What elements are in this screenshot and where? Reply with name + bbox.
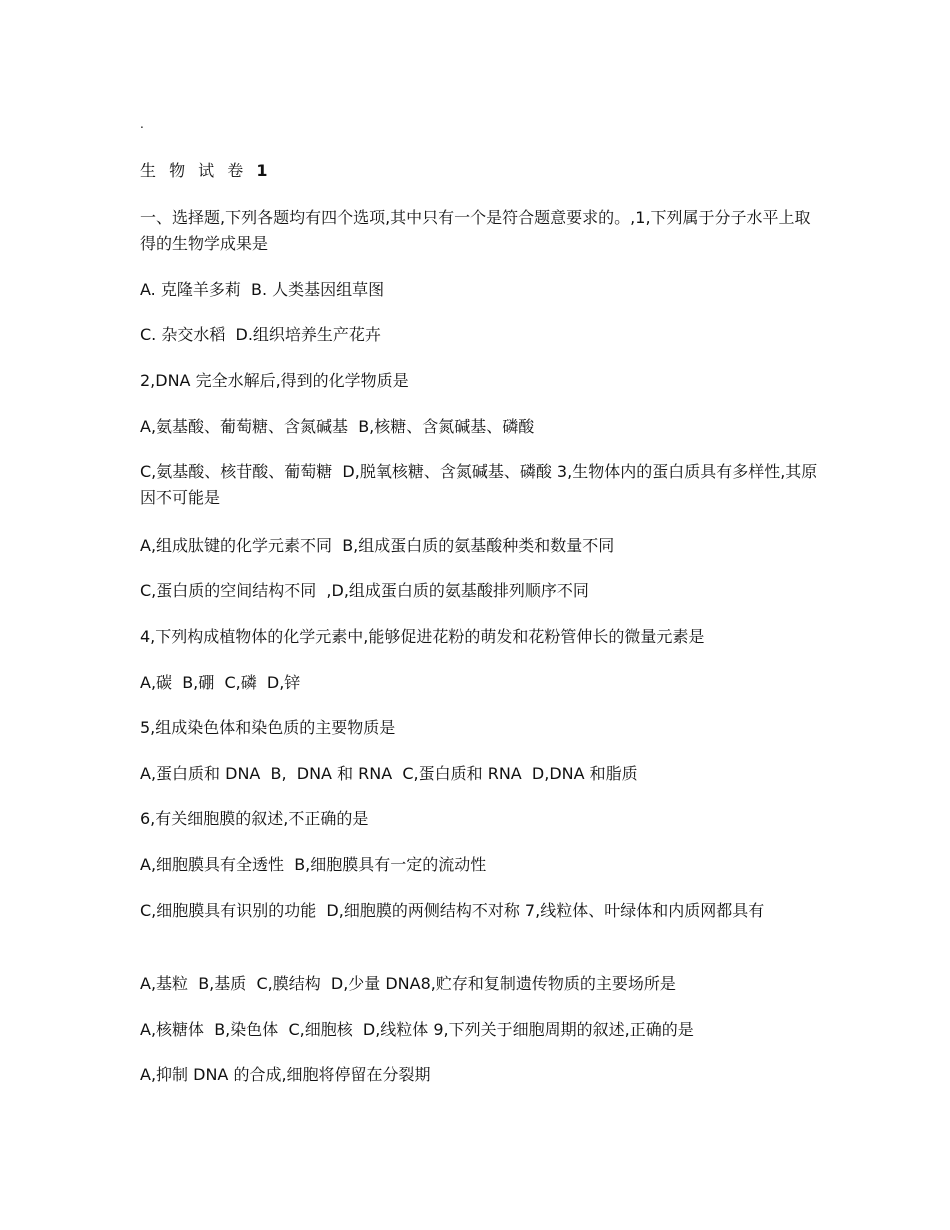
title-text: 生 物 试 卷 — [140, 161, 257, 180]
question-5-stem: 5,组成染色体和染色质的主要物质是 — [140, 718, 396, 737]
q3-options-cd: C,蛋白质的空间结构不同 ,D,组成蛋白质的氨基酸排列顺序不同 — [140, 581, 589, 600]
question-2-stem: 2,DNA 完全水解后,得到的化学物质是 — [140, 371, 409, 390]
question-4-stem: 4,下列构成植物体的化学元素中,能够促进花粉的萌发和花粉管伸长的微量元素是 — [140, 627, 705, 646]
page-dot: . — [140, 117, 144, 131]
q7-options-q8-stem: A,基粒 B,基质 C,膜结构 D,少量 DNA8,贮存和复制遗传物质的主要场所是 — [140, 974, 676, 993]
title-number: 1 — [256, 161, 268, 180]
q2-options-ab: A,氨基酸、葡萄糖、含氮碱基 B,核糖、含氮碱基、磷酸 — [140, 417, 535, 436]
q5-options: A,蛋白质和 DNA B, DNA 和 RNA C,蛋白质和 RNA D,DNA 和脂质 — [140, 764, 638, 783]
q9-option-a: A,抑制 DNA 的合成,细胞将停留在分裂期 — [140, 1065, 431, 1084]
q3-options-ab: A,组成肽键的化学元素不同 B,组成蛋白质的氨基酸种类和数量不同 — [140, 536, 615, 555]
q6-options-cd-q7-stem: C,细胞膜具有识别的功能 D,细胞膜的两侧结构不对称 7,线粒体、叶绿体和内质网都具有 — [140, 901, 765, 920]
q6-options-ab: A,细胞膜具有全透性 B,细胞膜具有一定的流动性 — [140, 855, 487, 874]
page-title — [140, 160, 268, 182]
q4-options: A,碳 B,硼 C,磷 D,锌 — [140, 673, 301, 692]
q8-options-q9-stem: A,核糖体 B,染色体 C,细胞核 D,线粒体 9,下列关于细胞周期的叙述,正确的是 — [140, 1020, 694, 1039]
question-6-stem: 6,有关细胞膜的叙述,不正确的是 — [140, 809, 369, 828]
q2-options-cd-q3-stem: C,氨基酸、核苷酸、葡萄糖 D,脱氧核糖、含氮碱基、磷酸 3,生物体内的蛋白质具有多样性,其原因不可能是 — [140, 462, 818, 507]
q1-options-ab: A. 克隆羊多莉 B. 人类基因组草图 — [140, 280, 385, 299]
question-1-stem: 一、选择题,下列各题均有四个选项,其中只有一个是符合题意要求的。,1,下列属于分子水平上取得的生物学成果是 — [140, 208, 811, 253]
q1-options-cd: C. 杂交水稻 D.组织培养生产花卉 — [140, 325, 381, 344]
